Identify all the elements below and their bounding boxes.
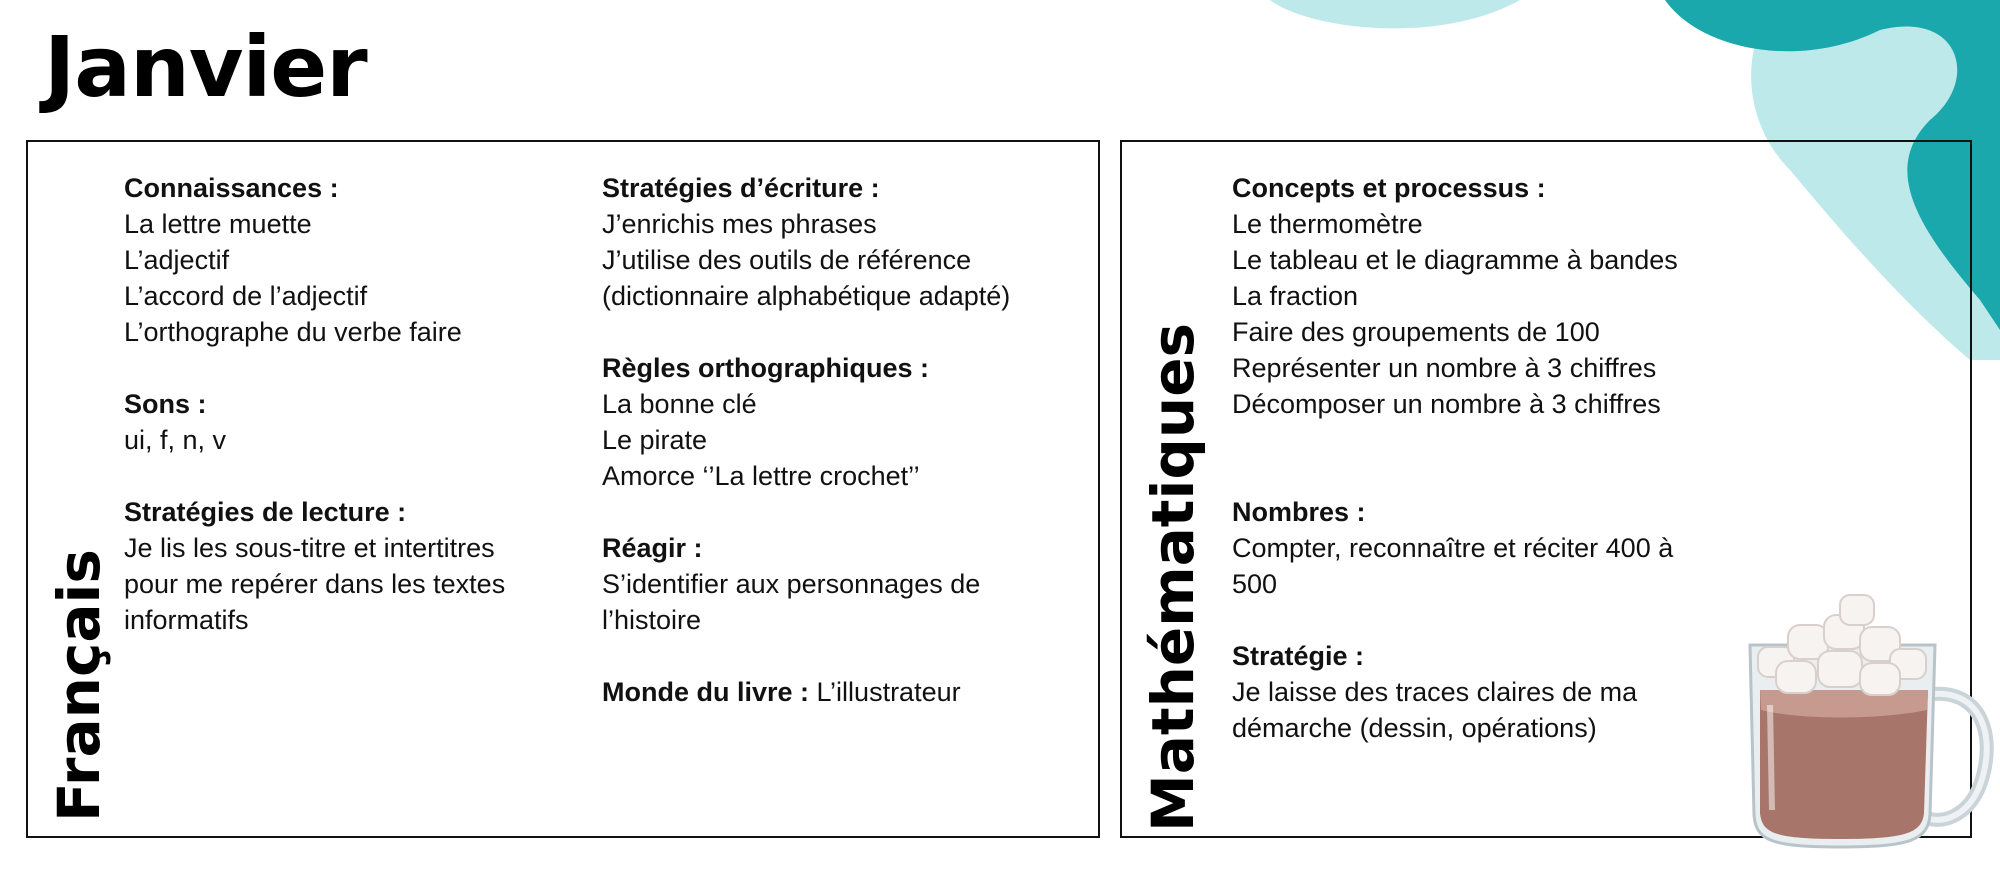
- section-nombres: [1232, 494, 1772, 602]
- list-item: Je laisse des traces claires de ma: [1232, 677, 1638, 707]
- list-item: pour me repérer dans les textes: [124, 569, 506, 599]
- list-item: La bonne clé: [602, 389, 757, 419]
- list-item: informatifs: [124, 605, 249, 635]
- section-connaissances: [124, 170, 584, 350]
- section-heading: Stratégies d’écriture :: [602, 173, 880, 203]
- list-item: démarche (dessin, opérations): [1232, 713, 1597, 743]
- list-item: L’adjectif: [124, 245, 230, 275]
- francais-panel: [26, 140, 1100, 838]
- list-item: Compter, reconnaître et réciter 400 à: [1232, 533, 1674, 563]
- list-item: L’orthographe du verbe faire: [124, 317, 462, 347]
- list-item: J’enrichis mes phrases: [602, 209, 877, 239]
- list-item: l’histoire: [602, 605, 702, 635]
- list-item: Le tableau et le diagramme à bandes: [1232, 245, 1678, 275]
- section-heading: Connaissances :: [124, 173, 339, 203]
- section-reagir: [602, 530, 1092, 638]
- page-title: Janvier: [44, 18, 367, 116]
- list-item: Décomposer un nombre à 3 chiffres: [1232, 389, 1661, 419]
- list-item: Représenter un nombre à 3 chiffres: [1232, 353, 1657, 383]
- section-concepts-processus: [1232, 170, 1772, 422]
- section-heading: Stratégie :: [1232, 641, 1365, 671]
- section-heading: Règles orthographiques :: [602, 353, 930, 383]
- section-regles-orthographiques: [602, 350, 1092, 494]
- francais-column-1: [124, 170, 584, 674]
- list-item: (dictionnaire alphabétique adapté): [602, 281, 1011, 311]
- maths-label: Mathématiques: [1139, 322, 1207, 832]
- list-item: La fraction: [1232, 281, 1359, 311]
- section-heading: Monde du livre :: [602, 677, 810, 707]
- francais-column-2: [602, 170, 1092, 746]
- list-item: ui, f, n, v: [124, 425, 227, 455]
- section-heading: Réagir :: [602, 533, 703, 563]
- list-item: S’identifier aux personnages de: [602, 569, 981, 599]
- francais-label: Français: [45, 549, 113, 822]
- section-heading: Nombres :: [1232, 497, 1366, 527]
- section-heading: Stratégies de lecture :: [124, 497, 407, 527]
- list-item: J’utilise des outils de référence: [602, 245, 972, 275]
- section-sons: [124, 386, 584, 458]
- list-item: Le pirate: [602, 425, 708, 455]
- list-item: Je lis les sous-titre et intertitres: [124, 533, 495, 563]
- maths-column: [1232, 170, 1772, 782]
- section-heading: Sons :: [124, 389, 207, 419]
- section-monde-du-livre: [602, 674, 1092, 710]
- section-strategies-ecriture: [602, 170, 1092, 314]
- list-item: La lettre muette: [124, 209, 312, 239]
- light-teal-blob-top: [1270, 0, 1520, 28]
- list-item: Amorce ‘’La lettre crochet’’: [602, 461, 920, 491]
- list-item: L’accord de l’adjectif: [124, 281, 368, 311]
- section-strategies-lecture: [124, 494, 584, 638]
- list-item: Faire des groupements de 100: [1232, 317, 1600, 347]
- list-item: L’illustrateur: [816, 677, 961, 707]
- hot-chocolate-mug-icon: [1730, 585, 2000, 855]
- list-item: Le thermomètre: [1232, 209, 1423, 239]
- section-heading: Concepts et processus :: [1232, 173, 1546, 203]
- section-strategie: [1232, 638, 1772, 746]
- list-item: 500: [1232, 569, 1278, 599]
